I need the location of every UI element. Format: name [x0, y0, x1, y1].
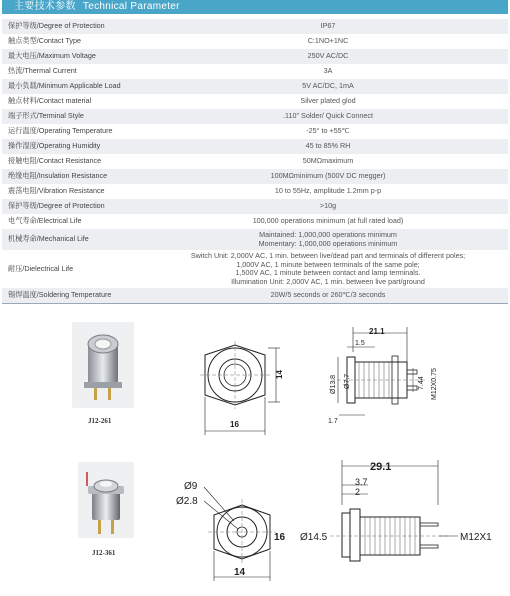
spec-row	[2, 250, 508, 288]
front-view-drawing-j12-261	[180, 335, 290, 447]
dim-pin-height: 7.44	[418, 376, 425, 390]
section-title-en: Technical Parameter	[82, 1, 180, 12]
spec-value	[148, 214, 508, 229]
spec-value	[148, 64, 508, 79]
spec-label: 最小负载/Minimum Applicable Load	[2, 79, 148, 94]
front-view-drawing-j12-361	[172, 477, 297, 585]
spec-label: 耐压/Dielectrical Life	[2, 250, 148, 288]
spec-label: 机械寿命/Mechanical Life	[2, 229, 148, 250]
spec-value	[148, 94, 508, 109]
spec-value-line: 250V AC/DC	[307, 51, 349, 61]
dim-thread: M12X1	[460, 532, 492, 543]
spec-value-line: 45 to 85% RH	[305, 141, 351, 151]
dim-thread: M12X0.75	[431, 368, 438, 400]
spec-value-line: 100,000 operations minimum (at full rated load)	[252, 216, 404, 226]
spec-value	[148, 250, 508, 288]
spec-value-line: Maintained: 1,000,000 operations minimum	[259, 230, 397, 239]
spec-value-line: -25° to +55℃	[306, 126, 350, 136]
spec-row	[2, 49, 508, 64]
spec-row	[2, 214, 508, 229]
spec-row	[2, 94, 508, 109]
spec-row	[2, 154, 508, 169]
spec-value	[148, 124, 508, 139]
spec-value-line: IP67	[320, 21, 336, 31]
spec-value	[148, 154, 508, 169]
spec-label: 绝缘电阻/Insulation Resistance	[2, 169, 148, 184]
spec-row	[2, 34, 508, 49]
spec-row	[2, 79, 508, 94]
spec-value-line: 20W/5 seconds or 260℃/3 seconds	[270, 290, 386, 299]
spec-value-line: Illumination Unit: 2,000V AC, 1 min. between live part/ground	[231, 276, 425, 286]
dim-front-height: 16	[274, 532, 286, 543]
spec-label: 运行温度/Operating Temperature	[2, 124, 148, 139]
dim-ring-diameter: Ø9	[184, 481, 198, 492]
dim-overall-length: 29.1	[370, 461, 392, 473]
spec-row	[2, 199, 508, 214]
spec-row	[2, 124, 508, 139]
section-title	[2, 0, 508, 14]
spec-value-line: 1,000V AC, 1 minute between terminals of the same pole;	[236, 259, 420, 269]
dim-step-b: 2	[355, 487, 361, 497]
spec-label: 震荡电阻/Vibration Resistance	[2, 184, 148, 199]
spec-value	[148, 169, 508, 184]
spec-value-line: 10 to 55Hz, amplitude 1.2mm p-p	[274, 186, 382, 196]
spec-value-line: 1,500V AC, 1 minute between contact and lamp terminals.	[235, 268, 421, 277]
spec-label: 操作湿度/Operating Humidity	[2, 139, 148, 154]
spec-value-line: 3A	[323, 66, 333, 76]
spec-value	[148, 229, 508, 250]
spec-row	[2, 184, 508, 199]
side-view-drawing-j12-361	[298, 455, 506, 565]
spec-value	[148, 199, 508, 214]
spec-row	[2, 229, 508, 250]
product-model-label: J12-361	[92, 549, 116, 557]
spec-value	[148, 19, 508, 34]
spec-label: 接触电阻/Contact Resistance	[2, 154, 148, 169]
dim-front-height: 14	[275, 370, 284, 379]
spec-value-line: C:1NO+1NC	[307, 36, 349, 46]
spec-row	[2, 109, 508, 124]
spec-value	[148, 288, 508, 303]
product-photo-j12-261	[72, 322, 134, 408]
spec-value-line: Silver plated glod	[300, 96, 356, 106]
dim-step-a: 3.7	[355, 477, 368, 487]
dim-top-step: 1.5	[355, 340, 365, 347]
spec-label: 锡焊温度/Soldering Temperature	[2, 288, 148, 303]
dim-inner-diameter: Ø7.7	[344, 373, 351, 389]
side-view-drawing-j12-261	[295, 322, 445, 440]
product-photo-j12-361	[78, 462, 134, 538]
spec-value	[148, 109, 508, 124]
product-model-label: J12-261	[88, 417, 112, 425]
dim-outer-diameter: Ø13.8	[330, 374, 337, 394]
dim-body-diameter: Ø14.5	[300, 532, 328, 543]
spec-label: 触点材料/Contact material	[2, 94, 148, 109]
dim-overall-length: 21.1	[369, 327, 385, 336]
spec-label: 保护等级/Degree of Protection	[2, 19, 148, 34]
spec-value-line: Momentary: 1,000,000 operations minimum	[258, 238, 398, 248]
spec-table	[2, 19, 508, 304]
spec-row	[2, 169, 508, 184]
switch-photo-icon	[72, 322, 134, 408]
spec-value-line: 5V AC/DC, 1mA	[302, 81, 354, 91]
spec-label: 端子形式/Terminal Style	[2, 109, 148, 124]
spec-value	[148, 34, 508, 49]
dim-button-diameter: Ø2.8	[176, 496, 198, 507]
spec-label: 电气寿命/Electrical Life	[2, 214, 148, 229]
switch-photo-icon	[78, 462, 134, 538]
spec-label: 触点类型/Contact Type	[2, 34, 148, 49]
spec-row	[2, 288, 508, 303]
section-title-cn: 主要技术参数	[14, 1, 76, 12]
spec-value	[148, 139, 508, 154]
spec-row	[2, 139, 508, 154]
spec-value	[148, 184, 508, 199]
dim-front-width: 16	[230, 420, 239, 429]
dim-base-step: 1.7	[328, 418, 338, 425]
dim-front-width: 14	[234, 567, 246, 578]
spec-value-line: Switch Unit: 2,000V AC, 1 min. between live/dead part and terminals of different poles;	[190, 251, 466, 260]
spec-label: 最大电压/Maximum Voltage	[2, 49, 148, 64]
spec-row	[2, 64, 508, 79]
spec-label: 保护等级/Degree of Protection	[2, 199, 148, 214]
spec-value	[148, 49, 508, 64]
spec-value-line: 100MΩminimum (500V DC megger)	[270, 171, 386, 181]
spec-value	[148, 79, 508, 94]
spec-value-line: >10g	[319, 201, 337, 211]
spec-value-line: .110" Solder/ Quick Connect	[283, 111, 373, 121]
spec-value-line: 50MΩmaximum	[302, 156, 354, 166]
spec-row	[2, 19, 508, 34]
spec-label: 热流/Thermal Current	[2, 64, 148, 79]
